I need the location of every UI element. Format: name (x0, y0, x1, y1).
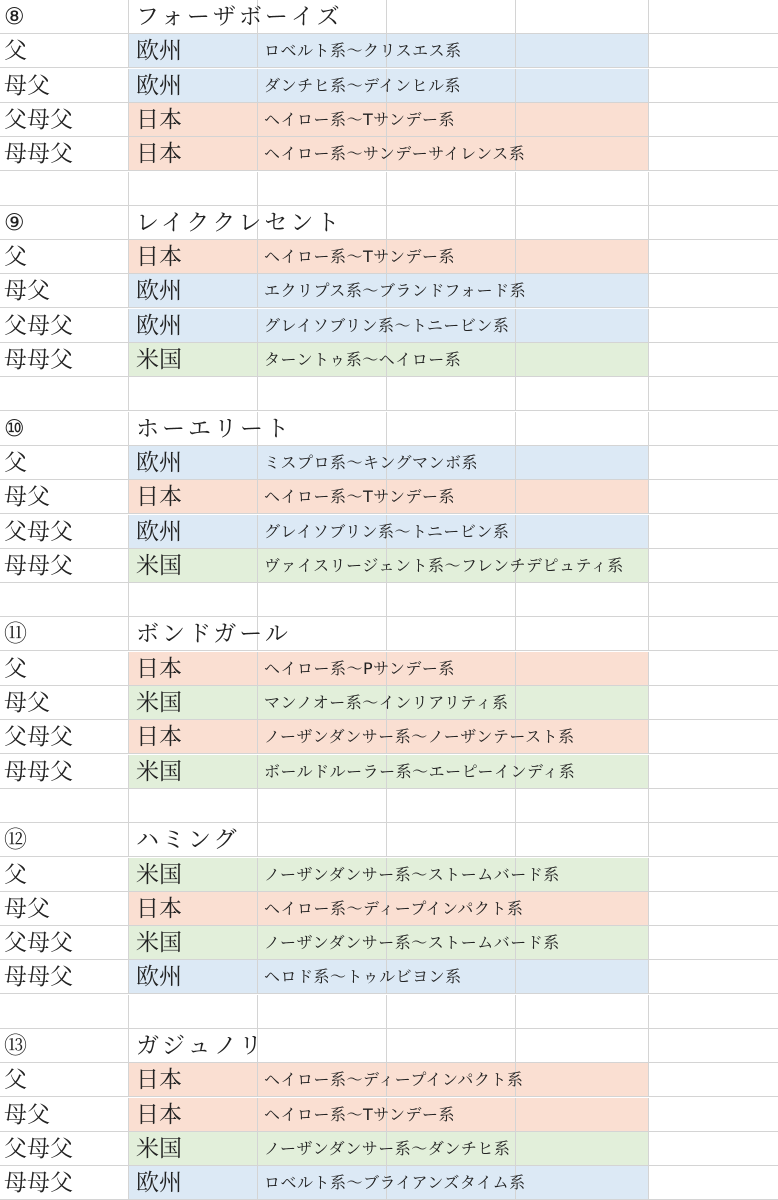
bloodline-text: ヘイロー系〜ディープインパクト系 (264, 1070, 524, 1090)
pedigree-row (0, 686, 778, 720)
grid-cell[interactable] (387, 412, 516, 446)
grid-cell[interactable] (649, 0, 778, 34)
horse-name: フォーザボーイズ (136, 4, 343, 30)
pedigree-row (0, 69, 778, 103)
pedigree-row (0, 1063, 778, 1097)
region-label: 日本 (136, 244, 182, 271)
grid-cell[interactable] (649, 480, 778, 514)
pedigree-row (0, 1098, 778, 1132)
grid-cell[interactable] (0, 583, 129, 617)
horse-number: ⑫ (4, 827, 27, 854)
grid-cell[interactable] (649, 823, 778, 857)
grid-cell[interactable] (387, 206, 516, 240)
grid-cell[interactable] (387, 789, 516, 823)
pedigree-row (0, 34, 778, 68)
pedigree-label: 父母父 (4, 518, 73, 545)
horse-name: レイククレセント (136, 209, 343, 236)
pedigree-row (0, 274, 778, 308)
blank-row (0, 172, 778, 206)
grid-cell[interactable] (516, 995, 649, 1029)
pedigree-label: 母父 (4, 1101, 50, 1128)
horse-number: ⑬ (4, 1033, 27, 1059)
region-label: 欧州 (136, 312, 182, 339)
grid-cell[interactable] (387, 995, 516, 1029)
grid-cell[interactable] (649, 583, 778, 617)
grid-cell[interactable] (649, 995, 778, 1029)
grid-cell[interactable] (0, 172, 129, 206)
grid-cell[interactable] (258, 172, 387, 206)
bloodline-text: ノーザンダンサー系〜ストームバード系 (264, 864, 560, 884)
grid-cell[interactable] (129, 583, 258, 617)
region-label: 欧州 (136, 278, 182, 305)
grid-cell[interactable] (258, 1029, 387, 1063)
pedigree-label: 母父 (4, 690, 50, 716)
grid-cell[interactable] (649, 789, 778, 823)
region-label: 欧州 (136, 72, 182, 99)
region-label: 欧州 (136, 1170, 182, 1197)
grid-cell[interactable] (516, 1029, 649, 1063)
pedigree-row (0, 515, 778, 549)
bloodline-text: ヘロド系〜トゥルビヨン系 (264, 967, 462, 987)
bloodline-text: ノーザンダンサー系〜ノーザンテースト系 (264, 727, 575, 747)
grid-cell[interactable] (516, 34, 649, 68)
region-label: 欧州 (136, 449, 182, 476)
grid-cell[interactable] (129, 789, 258, 823)
grid-cell[interactable] (387, 617, 516, 651)
grid-cell[interactable] (649, 720, 778, 754)
pedigree-label: 母父 (4, 895, 50, 922)
grid-cell[interactable] (387, 0, 516, 34)
bloodline-text: ヘイロー系〜Pサンデー系 (264, 658, 455, 678)
grid-cell[interactable] (516, 480, 649, 514)
grid-cell[interactable] (649, 858, 778, 892)
grid-cell[interactable] (649, 892, 778, 926)
bloodline-text: ミスプロ系〜キングマンボ系 (264, 452, 479, 472)
grid-cell[interactable] (516, 172, 649, 206)
bloodline-text: ノーザンダンサー系〜ストームバード系 (264, 933, 560, 953)
grid-cell[interactable] (258, 789, 387, 823)
pedigree-row (0, 1166, 778, 1200)
grid-cell[interactable] (516, 343, 649, 377)
grid-cell[interactable] (649, 412, 778, 446)
pedigree-row (0, 343, 778, 377)
horse-number: ⑩ (4, 415, 25, 442)
pedigree-label: 父 (4, 1067, 27, 1094)
grid-cell[interactable] (516, 823, 649, 857)
grid-cell[interactable] (649, 652, 778, 686)
pedigree-label: 父母父 (4, 312, 73, 339)
grid-cell[interactable] (649, 549, 778, 583)
grid-cell[interactable] (649, 1029, 778, 1063)
pedigree-row (0, 446, 778, 480)
bloodline-text: ヘイロー系〜Tサンデー系 (264, 109, 455, 129)
grid-cell[interactable] (649, 1132, 778, 1166)
grid-cell[interactable] (258, 823, 387, 857)
grid-cell[interactable] (387, 377, 516, 411)
grid-cell[interactable] (516, 1166, 649, 1200)
pedigree-row (0, 137, 778, 171)
pedigree-label: 母母父 (4, 758, 73, 785)
bloodline-text: ノーザンダンサー系〜ダンチヒ系 (264, 1138, 511, 1158)
region-label: 欧州 (136, 964, 182, 991)
grid-cell[interactable] (516, 240, 649, 274)
grid-cell[interactable] (649, 137, 778, 171)
grid-cell[interactable] (258, 995, 387, 1029)
grid-cell[interactable] (516, 377, 649, 411)
grid-cell[interactable] (649, 515, 778, 549)
grid-cell[interactable] (649, 103, 778, 137)
region-label: 米国 (136, 690, 182, 716)
grid-cell[interactable] (649, 1063, 778, 1097)
region-label: 日本 (136, 141, 182, 168)
grid-cell[interactable] (649, 1098, 778, 1132)
blank-row (0, 377, 778, 411)
pedigree-label: 父母父 (4, 106, 73, 133)
pedigree-row (0, 926, 778, 960)
region-label: 日本 (136, 724, 182, 751)
grid-cell[interactable] (516, 960, 649, 994)
grid-cell[interactable] (516, 412, 649, 446)
grid-cell[interactable] (649, 274, 778, 308)
grid-cell[interactable] (516, 206, 649, 240)
blank-row (0, 789, 778, 823)
region-label: 米国 (136, 861, 182, 888)
pedigree-label: 母父 (4, 72, 50, 99)
grid-cell[interactable] (516, 446, 649, 480)
pedigree-label: 母母父 (4, 552, 73, 579)
grid-cell[interactable] (649, 69, 778, 103)
grid-cell[interactable] (0, 377, 129, 411)
horse-header-row (0, 412, 778, 446)
grid-cell[interactable] (516, 1132, 649, 1166)
pedigree-row (0, 960, 778, 994)
pedigree-label: 母母父 (4, 964, 73, 991)
horse-header-row (0, 823, 778, 857)
horse-header-row (0, 617, 778, 651)
pedigree-label: 父 (4, 449, 27, 476)
pedigree-row (0, 549, 778, 583)
bloodline-text: ターントゥ系〜ヘイロー系 (264, 350, 462, 369)
grid-cell[interactable] (516, 617, 649, 651)
bloodline-text: ヘイロー系〜ディープインパクト系 (264, 898, 524, 918)
grid-cell[interactable] (649, 926, 778, 960)
pedigree-row (0, 480, 778, 514)
horse-header-row (0, 0, 778, 34)
pedigree-row (0, 755, 778, 789)
grid-cell[interactable] (649, 240, 778, 274)
pedigree-label: 父 (4, 38, 27, 65)
grid-cell[interactable] (516, 0, 649, 34)
grid-cell[interactable] (387, 583, 516, 617)
bloodline-text: グレイソブリン系〜トニービン系 (264, 315, 510, 335)
bloodline-text: エクリプス系〜ブランドフォード系 (264, 281, 527, 301)
bloodline-text: ロベルト系〜ブライアンズタイム系 (264, 1173, 526, 1193)
bloodline-text: ダンチヒ系〜デインヒル系 (264, 75, 462, 95)
grid-cell[interactable] (649, 309, 778, 343)
pedigree-row (0, 892, 778, 926)
pedigree-row (0, 858, 778, 892)
bloodline-text: ヘイロー系〜サンデーサイレンス系 (264, 144, 526, 164)
horse-name: ボンドガール (136, 621, 291, 648)
pedigree-label: 父 (4, 244, 27, 271)
grid-cell[interactable] (0, 789, 129, 823)
pedigree-label: 母父 (4, 278, 50, 305)
region-label: 米国 (136, 930, 182, 957)
bloodline-text: ヘイロー系〜Tサンデー系 (264, 487, 455, 507)
bloodline-text: ロベルト系〜クリスエス系 (264, 41, 462, 61)
grid-cell[interactable] (516, 69, 649, 103)
region-label: 日本 (136, 106, 182, 133)
grid-cell[interactable] (649, 755, 778, 789)
pedigree-label: 父母父 (4, 724, 73, 751)
grid-cell[interactable] (649, 446, 778, 480)
horse-number: ⑧ (4, 4, 25, 30)
grid-cell[interactable] (387, 172, 516, 206)
grid-cell[interactable] (649, 172, 778, 206)
region-label: 米国 (136, 552, 182, 579)
horse-name: ガジュノリ (136, 1033, 266, 1059)
grid-cell[interactable] (258, 377, 387, 411)
bloodline-text: ヘイロー系〜Tサンデー系 (264, 247, 455, 267)
pedigree-row (0, 720, 778, 754)
grid-cell[interactable] (129, 377, 258, 411)
grid-cell[interactable] (516, 652, 649, 686)
grid-cell[interactable] (387, 1029, 516, 1063)
pedigree-label: 母父 (4, 484, 50, 511)
region-label: 米国 (136, 1135, 182, 1162)
bloodline-text: ヴァイスリージェント系〜フレンチデピュティ系 (264, 555, 624, 575)
grid-cell[interactable] (129, 995, 258, 1029)
bloodline-text: マンノオー系〜インリアリティ系 (264, 693, 509, 712)
grid-cell[interactable] (516, 583, 649, 617)
grid-cell[interactable] (129, 172, 258, 206)
region-label: 欧州 (136, 38, 182, 65)
pedigree-row (0, 240, 778, 274)
pedigree-row (0, 103, 778, 137)
region-label: 日本 (136, 895, 182, 922)
grid-cell[interactable] (516, 274, 649, 308)
pedigree-label: 父母父 (4, 1135, 73, 1162)
grid-cell[interactable] (516, 789, 649, 823)
pedigree-label: 母母父 (4, 347, 73, 373)
region-label: 日本 (136, 484, 182, 511)
grid-cell[interactable] (649, 1166, 778, 1200)
horse-number: ⑨ (4, 209, 25, 236)
grid-cell[interactable] (516, 892, 649, 926)
pedigree-label: 父 (4, 655, 27, 682)
grid-cell[interactable] (516, 137, 649, 171)
bloodline-text: グレイソブリン系〜トニービン系 (264, 521, 510, 541)
grid-cell[interactable] (0, 995, 129, 1029)
grid-cell[interactable] (516, 103, 649, 137)
horse-name: ホーエリート (136, 415, 292, 442)
grid-cell[interactable] (649, 960, 778, 994)
grid-cell[interactable] (649, 377, 778, 411)
pedigree-row (0, 652, 778, 686)
horse-name: ハミング (136, 827, 240, 854)
grid-cell[interactable] (258, 583, 387, 617)
region-label: 米国 (136, 347, 182, 373)
pedigree-label: 母母父 (4, 141, 73, 168)
grid-cell[interactable] (516, 686, 649, 720)
region-label: 欧州 (136, 518, 182, 545)
region-label: 米国 (136, 758, 182, 785)
grid-cell[interactable] (516, 1098, 649, 1132)
grid-cell[interactable] (649, 206, 778, 240)
pedigree-label: 母母父 (4, 1170, 73, 1197)
grid-cell[interactable] (387, 823, 516, 857)
horse-header-row (0, 1029, 778, 1063)
bloodline-text: ヘイロー系〜Tサンデー系 (264, 1104, 455, 1124)
region-label: 日本 (136, 1067, 182, 1094)
grid-cell[interactable] (516, 309, 649, 343)
blank-row (0, 583, 778, 617)
region-label: 日本 (136, 1101, 182, 1128)
region-label: 日本 (136, 655, 182, 682)
grid-cell[interactable] (516, 515, 649, 549)
grid-cell[interactable] (649, 617, 778, 651)
horse-number: ⑪ (4, 621, 27, 648)
grid-cell[interactable] (649, 686, 778, 720)
grid-cell[interactable] (649, 343, 778, 377)
pedigree-row (0, 1132, 778, 1166)
grid-cell[interactable] (649, 34, 778, 68)
pedigree-label: 父 (4, 861, 27, 888)
horse-header-row (0, 206, 778, 240)
pedigree-row (0, 309, 778, 343)
bloodline-text: ボールドルーラー系〜エーピーインディ系 (264, 761, 576, 781)
pedigree-label: 父母父 (4, 930, 73, 957)
grid-cell[interactable] (516, 1063, 649, 1097)
blank-row (0, 995, 778, 1029)
